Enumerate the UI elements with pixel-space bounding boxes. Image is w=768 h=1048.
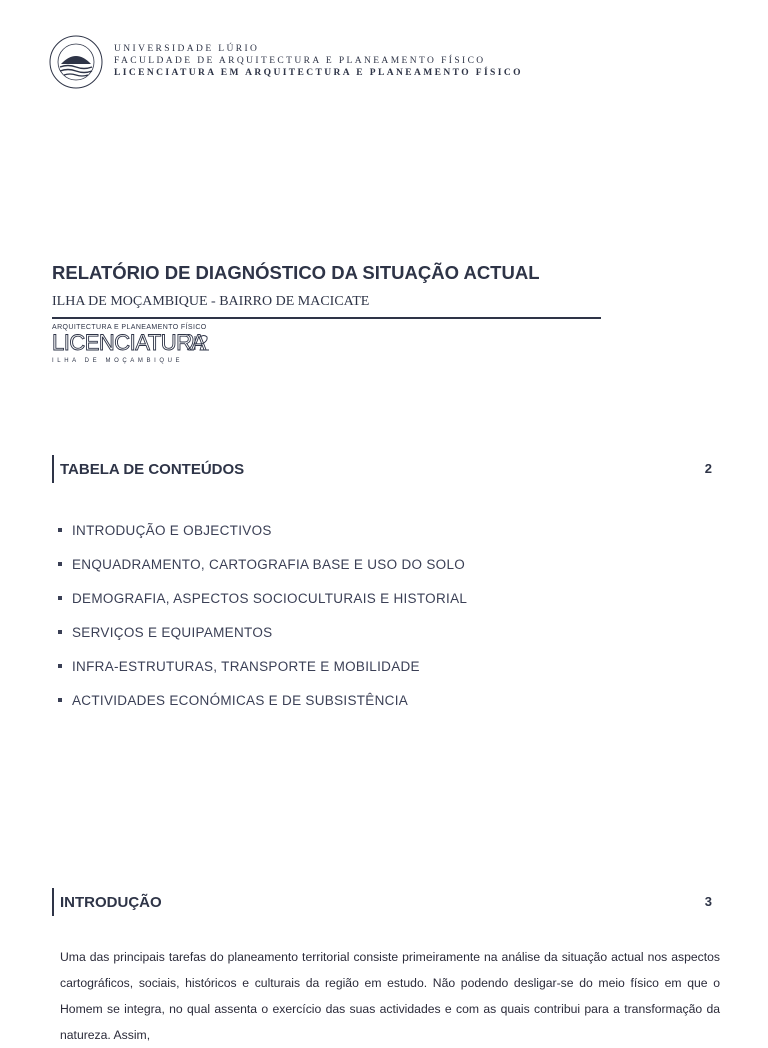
intro-paragraph: Uma das principais tarefas do planeamento territorial consiste primeiramente na análise da situação actual nos aspectos cartográficos, sociais, históricos e culturais da região em estudo. Não podendo desligar-se do meio físico em que o Homem se integra, no qual assenta o exercício das suas actividades e com as quais contribui para a transformação da natureza. Assim, bbox=[60, 950, 720, 1042]
toc-item[interactable]: INTRODUÇÃO E OBJECTIVOS bbox=[58, 513, 467, 547]
intro-heading-label: INTRODUÇÃO bbox=[60, 893, 162, 911]
toc-item[interactable]: ACTIVIDADES ECONÓMICAS E DE SUBSISTÊNCIA bbox=[58, 683, 467, 717]
toc-item[interactable]: SERVIÇOS E EQUIPAMENTOS bbox=[58, 615, 467, 649]
bullet-icon bbox=[58, 562, 62, 566]
faculty-name: FACULDADE DE ARQUITECTURA E PLANEAMENTO FÍSICO bbox=[114, 56, 486, 66]
intro-page-number: 3 bbox=[704, 894, 712, 909]
intro-heading bbox=[52, 888, 162, 916]
report-subtitle: ILHA DE MOÇAMBIQUE - BAIRRO DE MACICATE bbox=[52, 294, 370, 309]
course-logo bbox=[52, 324, 222, 364]
course-logo-bottom-text: ILHA DE MOÇAMBIQUE bbox=[52, 358, 184, 364]
course-logo-top-text: ARQUITECTURA E PLANEAMENTO FÍSICO bbox=[52, 324, 207, 331]
heading-bar bbox=[52, 888, 54, 916]
toc-item[interactable]: INFRA-ESTRUTURAS, TRANSPORTE E MOBILIDADE bbox=[58, 649, 467, 683]
toc-heading-label: TABELA DE CONTEÚDOS bbox=[60, 460, 245, 478]
header-text bbox=[114, 43, 523, 79]
university-name: UNIVERSIDADE LÚRIO bbox=[114, 44, 260, 54]
degree-name: LICENCIATURA EM ARQUITECTURA E PLANEAMENTO FÍSICO bbox=[114, 68, 523, 78]
course-logo-wordmark bbox=[52, 331, 222, 353]
report-title: RELATÓRIO DE DIAGNÓSTICO DA SITUAÇÃO ACTUAL bbox=[52, 262, 540, 283]
bullet-icon bbox=[58, 630, 62, 634]
bullet-icon bbox=[58, 528, 62, 532]
course-logo-main-text: LICENCIATURA bbox=[52, 331, 206, 353]
bullet-icon bbox=[58, 698, 62, 702]
title-divider bbox=[52, 317, 601, 319]
toc-list bbox=[58, 513, 467, 717]
heading-bar bbox=[52, 455, 54, 483]
toc-item[interactable]: ENQUADRAMENTO, CARTOGRAFIA BASE E USO DO SOLO bbox=[58, 547, 467, 581]
bullet-icon bbox=[58, 596, 62, 600]
bullet-icon bbox=[58, 664, 62, 668]
toc-item[interactable]: DEMOGRAFIA, ASPECTOS SOCIOCULTURAIS E HISTORIAL bbox=[58, 581, 467, 615]
toc-page-number: 2 bbox=[704, 461, 712, 476]
toc-heading bbox=[52, 455, 244, 483]
university-seal-icon bbox=[48, 34, 104, 90]
